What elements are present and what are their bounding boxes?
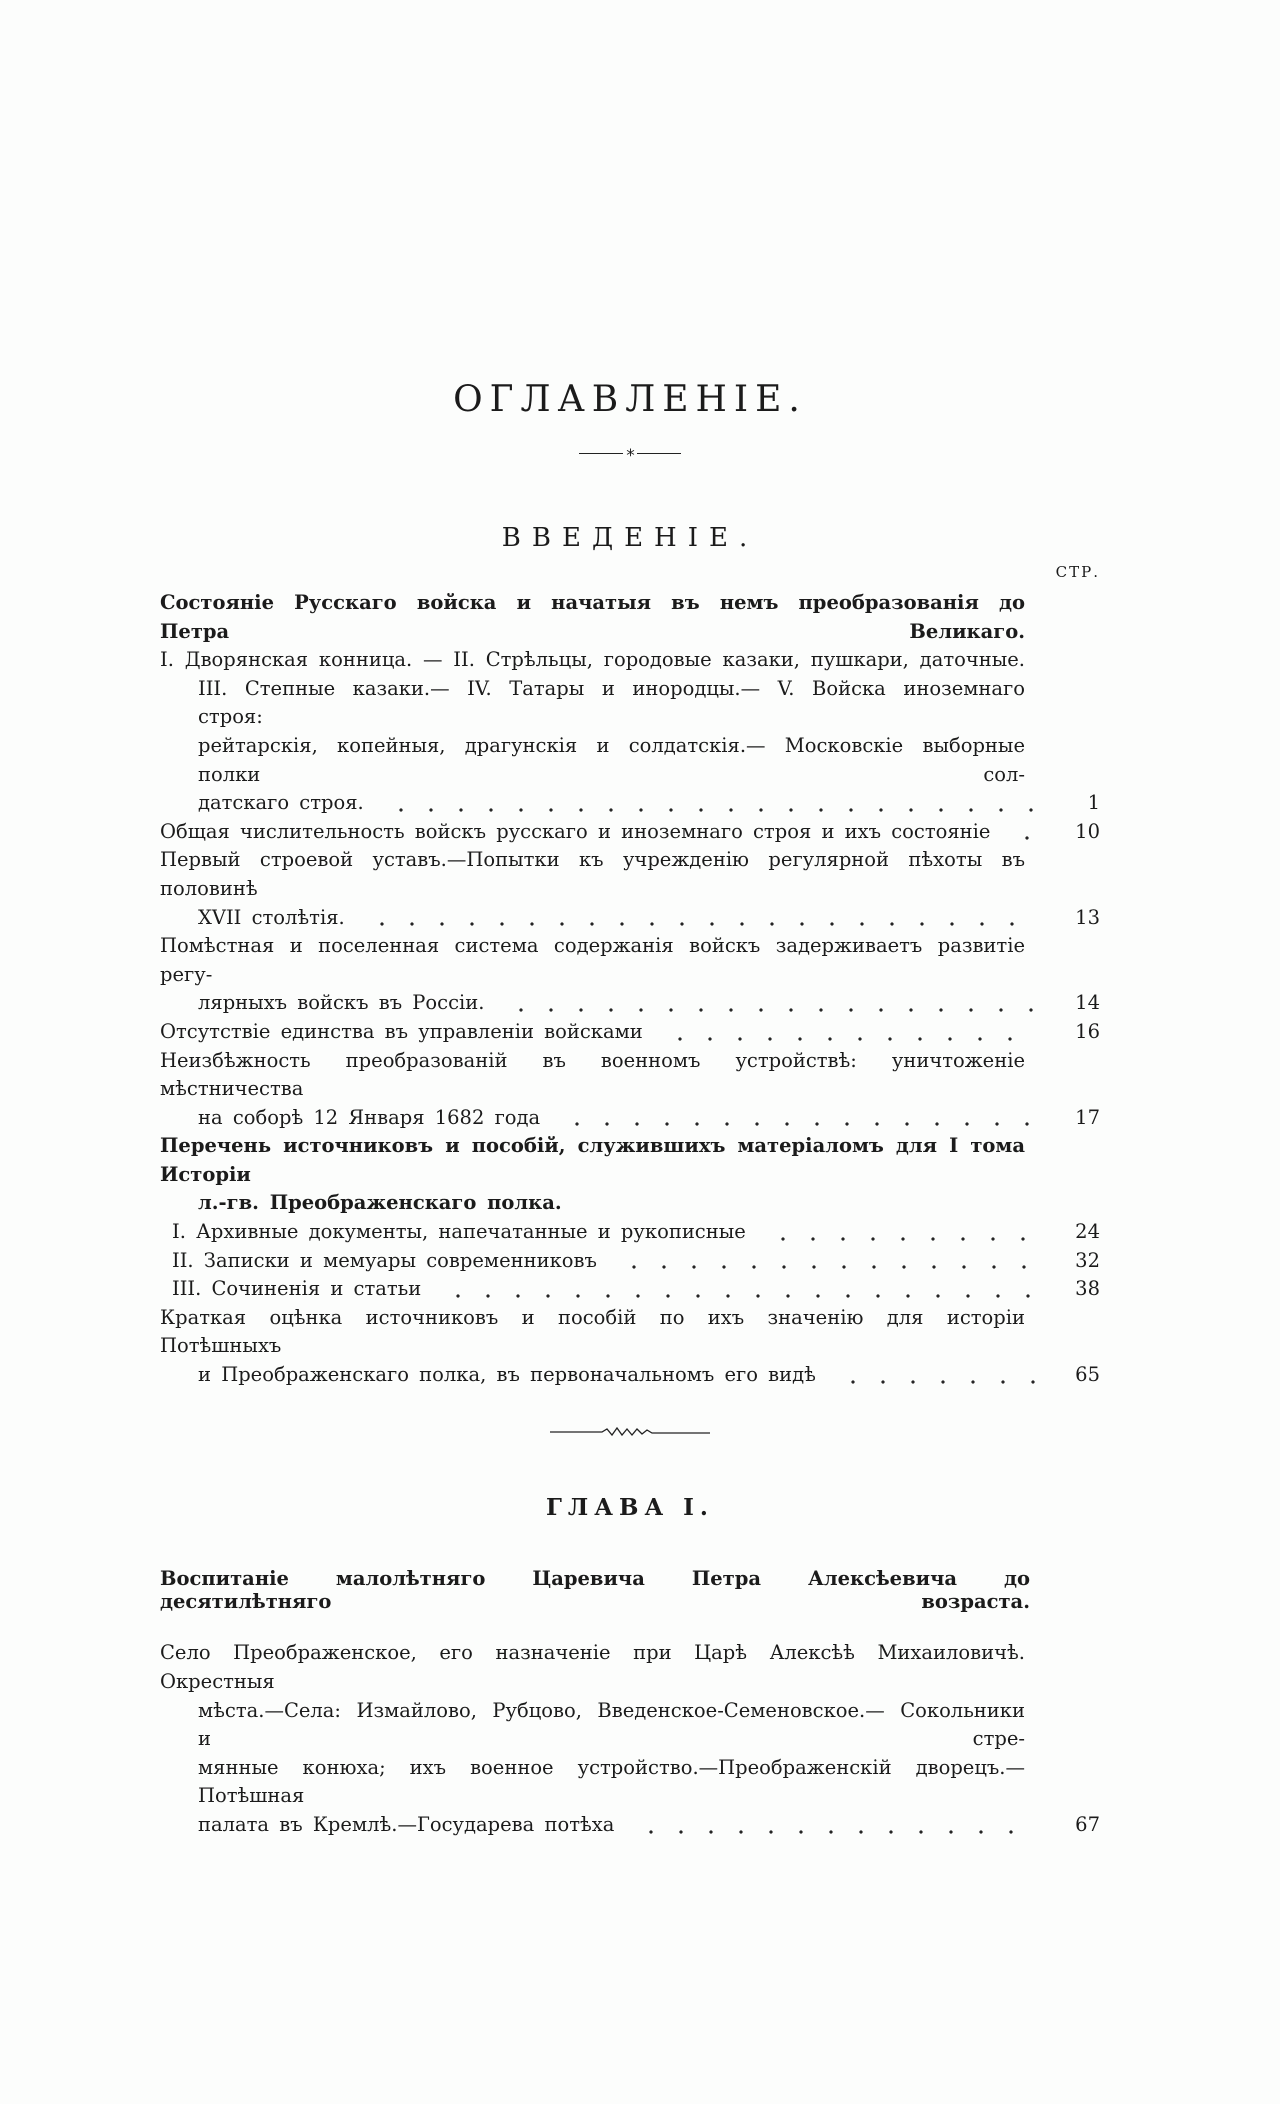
page-number: 16 [1075,1019,1100,1043]
toc-line-text: Село Преображенское, его назначеніе при Царѣ Алексѣѣ Михаиловичѣ. Окрестныя [160,1641,1025,1693]
toc-line-text: XVII столѣтія. [198,905,345,929]
toc-line-text: палата въ Кремлѣ.—Государева потѣха [198,1812,615,1836]
toc-line [160,818,1100,847]
chapter-heading: ГЛАВА I. [546,1493,714,1521]
toc-line [160,1104,1100,1133]
toc-line-text: рейтарскія, копейныя, драгунскія и солдатскія.— Московскіе выборные полки сол- [198,733,1025,786]
toc-line [160,1304,1100,1361]
page-title: ОГЛАВЛЕНІЕ. [453,379,807,420]
page-number: 10 [1075,819,1100,843]
dot-leader [615,1256,1038,1276]
toc-line-text: на соборѣ 12 Января 1682 года [198,1105,541,1129]
toc-line [160,675,1100,732]
toc-line [160,646,1100,675]
page-column-header: СТР. [1055,563,1100,581]
toc-line [160,904,1100,933]
star-divider-icon [160,445,1100,466]
toc-line-text: I. Дворянская конница. — II. Стрѣльцы, городовые казаки, пушкари, даточные. [160,648,1025,672]
toc-line [160,1047,1100,1104]
toc-line [160,1018,1100,1047]
dot-leader [1008,827,1038,847]
divider-line-left [579,453,623,454]
dot-leader [439,1284,1038,1304]
toc-line [160,1811,1100,1840]
toc-line-text: Общая числительность войскъ русскаго и иноземнаго строя и ихъ состояніе [160,819,991,843]
dot-leader [558,1113,1038,1133]
toc-line-text: Краткая оцѣнка источниковъ и пособій по ихъ значенію для исторіи Потѣшныхъ [160,1305,1025,1358]
toc-line-text: II. Записки и мемуары современниковъ [172,1248,597,1272]
toc-line [160,732,1100,789]
toc-line-text: Состояніе Русскаго войска и начатыя въ немъ преобразованія до Петра Великаго. [160,591,1025,643]
toc-line-text: I. Архивные документы, напечатанные и рукописные [172,1220,746,1244]
chapter-subheading: Воспитаніе малолѣтняго Царевича Петра Алексѣевича до десятилѣтняго возраста. [160,1566,1030,1614]
toc-line [160,1132,1100,1189]
toc-line-text: III. Сочиненія и статьи [172,1277,422,1301]
toc-line [160,989,1100,1018]
page-number: 17 [1075,1105,1100,1129]
toc-line-text: л.-гв. Преображенскаго полка. [198,1191,562,1215]
toc-line-text: Перечень источниковъ и пособій, служившихъ матеріаломъ для I тома Исторіи [160,1134,1025,1186]
toc-line-text: Неизбѣжность преобразованій въ военномъ устройствѣ: уничтоженіе мѣстничества [160,1048,1025,1101]
toc-line-text: III. Степные казаки.— IV. Татары и инородцы.— V. Войска иноземнаго строя: [198,676,1025,729]
dot-leader [834,1370,1038,1390]
divider-line-right [637,453,681,454]
dot-leader [632,1820,1038,1840]
dot-leader [764,1227,1038,1247]
toc-line [160,789,1100,818]
toc-line [160,1275,1100,1304]
table-of-contents [160,589,1100,1390]
toc-line [160,1754,1100,1811]
toc-line [160,1189,1100,1218]
asterisk-icon: * [626,446,635,466]
toc-line-text: Первый строевой уставъ.—Попытки къ учрежденію регулярной пѣхоты въ половинѣ [160,848,1025,900]
toc-line-text: Помѣстная и поселенная система содержанія войскъ задерживаетъ развитіе регу- [160,934,1025,986]
toc-line [160,1639,1100,1696]
toc-line [160,1697,1100,1754]
page-number: 32 [1075,1248,1100,1272]
toc-line-text: и Преображенскаго полка, въ первоначальномъ его видѣ [198,1363,816,1387]
page-number: 1 [1087,791,1100,815]
toc-line-text: датскаго строя. [198,791,364,815]
section-heading-introduction: ВВЕДЕНІЕ. [501,523,759,553]
toc-line-text: Отсутствіе единства въ управленіи войсками [160,1019,643,1043]
chapter-summary [160,1639,1100,1839]
toc-line [160,846,1100,903]
toc-line-text: лярныхъ войскъ въ Россіи. [198,991,485,1015]
toc-line [160,589,1100,646]
toc-line [160,1361,1100,1390]
dot-leader [363,913,1038,933]
page-number: 24 [1075,1220,1100,1244]
toc-line-text: мянные конюха; ихъ военное устройство.—Преображенскій дворецъ.—Потѣшная [198,1755,1025,1808]
toc-line-text: мѣста.—Села: Измайлово, Рубцово, Введенское-Семеновское.— Сокольники и стре- [198,1698,1025,1751]
dot-leader [661,1027,1038,1047]
page-number: 67 [1075,1812,1100,1836]
page-number: 14 [1075,991,1100,1015]
dot-leader [382,798,1038,818]
scanned-book-page [160,379,1100,1840]
toc-line [160,932,1100,989]
page-number: 65 [1075,1363,1100,1387]
toc-line [160,1247,1100,1276]
page-number: 13 [1075,905,1100,929]
dot-leader [502,998,1038,1018]
page-number: 38 [1075,1277,1100,1301]
squiggle-divider-icon [160,1424,1100,1438]
toc-line [160,1218,1100,1247]
